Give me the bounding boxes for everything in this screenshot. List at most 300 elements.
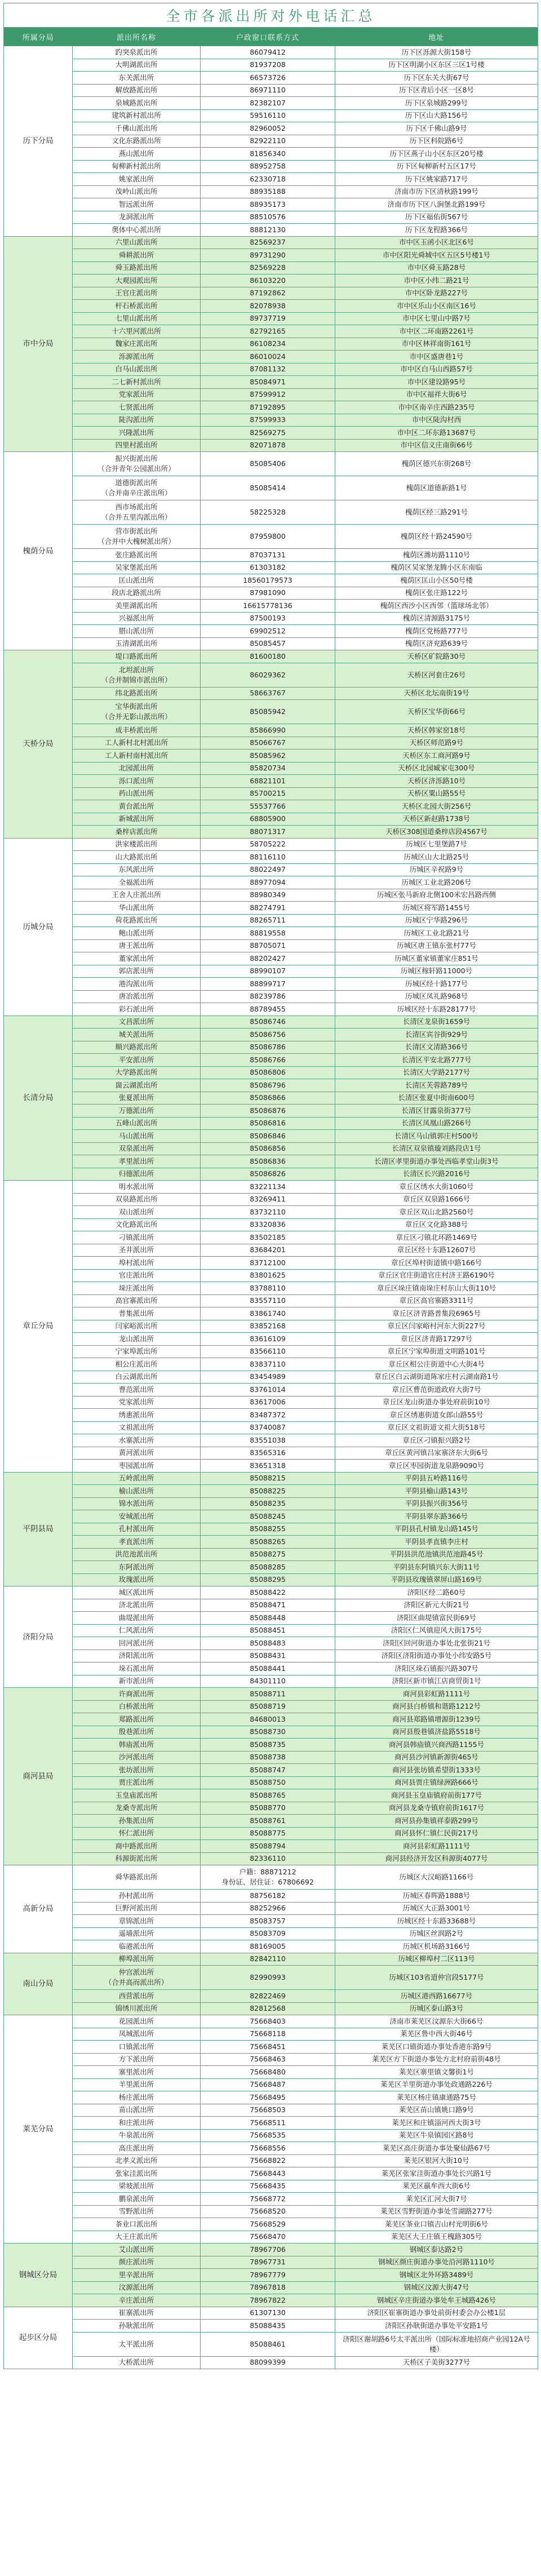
station-name: 绣惠派出所 [118, 1410, 154, 1419]
station-name-cell [73, 787, 201, 800]
address-cell: 历城区大正路3001号 [335, 1902, 538, 1915]
station-name-cell [73, 249, 201, 262]
phone-cell [201, 236, 335, 249]
address-cell: 槐荫区德兴东街268号 [335, 452, 538, 476]
table-row [4, 787, 538, 800]
station-name-cell [73, 198, 201, 211]
station-name-cell [73, 1966, 201, 1990]
table-row [4, 1358, 538, 1371]
phone-cell [201, 965, 335, 978]
phone-number: 87599912 [250, 390, 286, 399]
table-row [4, 2205, 538, 2218]
phone-number: 82078938 [250, 301, 286, 310]
phone-cell [201, 1739, 335, 1752]
phone-number: 85085406 [250, 459, 286, 468]
address-cell: 章丘区刁镇振兴路2号 [335, 1434, 538, 1447]
phone-number: 86010024 [250, 352, 286, 361]
phone-cell [201, 211, 335, 224]
phone-number: 89731290 [250, 250, 286, 259]
phone-number: 85088719 [250, 1702, 286, 1711]
phone-number: 83502185 [250, 1232, 286, 1242]
station-name-cell [73, 261, 201, 274]
phone-number: 88510576 [250, 212, 286, 221]
station-name: 文化东路派出所 [112, 136, 161, 145]
station-name: 王官庄派出所 [115, 289, 158, 298]
station-name-cell [73, 1662, 201, 1675]
address-cell: 历城区董家镇董家庄851号 [335, 952, 538, 965]
table-row [4, 1181, 538, 1194]
address-cell: 章丘区双泉路1666号 [335, 1193, 538, 1206]
phone-cell [201, 1662, 335, 1675]
address-cell: 天桥区师范路9号 [335, 737, 538, 750]
phone-cell [201, 1447, 335, 1460]
table-row [4, 889, 538, 902]
phone-cell [201, 750, 335, 762]
table-row [4, 1739, 538, 1752]
phone-number: 85088448 [250, 1613, 286, 1622]
phone-number: 85086856 [250, 1144, 286, 1153]
phone-cell [201, 1966, 335, 1990]
phone-cell [201, 561, 335, 574]
station-name-cell [73, 775, 201, 788]
phone-cell [201, 1751, 335, 1764]
phone-cell [201, 363, 335, 376]
phone-cell [201, 2041, 335, 2054]
station-name: 建筑新村派出所 [112, 111, 161, 120]
table-row [4, 401, 538, 414]
phone-number: 83732110 [250, 1207, 286, 1216]
phone-number: 83221134 [250, 1182, 286, 1191]
phone-number: 85083709 [250, 1929, 286, 1938]
phone-cell [201, 813, 335, 826]
station-name-cell [73, 2104, 201, 2117]
table-row [4, 1902, 538, 1915]
phone-number: 85086766 [250, 1055, 286, 1064]
table-row [4, 46, 538, 59]
table-row [4, 427, 538, 440]
table-row [4, 700, 538, 724]
table-row [4, 2104, 538, 2117]
station-name: 鲍山派出所 [118, 928, 154, 937]
address-cell: 济南市莱芜区汶源东大街66号 [335, 2015, 538, 2028]
address-cell: 商河县玉皇庙镇府前街177号 [335, 1789, 538, 1802]
address-cell: 市中区二环南路2261号 [335, 325, 538, 338]
address-cell: 历城区机场路3166号 [335, 1940, 538, 1953]
header-bureau: 所属分局 [4, 28, 73, 46]
phone-number: 88977094 [250, 877, 286, 886]
phone-cell [201, 1257, 335, 1270]
phone-cell [201, 1066, 335, 1079]
address-cell: 槐荫区道德新路1号 [335, 476, 538, 500]
station-name-cell [73, 1688, 201, 1701]
phone-number: 75668463 [250, 2055, 286, 2064]
station-name-cell [73, 59, 201, 72]
address-cell: 市中区小纬二路21号 [335, 274, 538, 287]
phone-cell [201, 2281, 335, 2294]
phone-number: 88202427 [250, 954, 286, 963]
phone-number: 83320836 [250, 1220, 286, 1229]
station-name: 韩庙派出所 [118, 1740, 154, 1749]
header-address: 地址 [335, 28, 538, 46]
address-cell: 市中区白马山西路57号 [335, 363, 538, 376]
station-name-cell [73, 1168, 201, 1181]
table-row [4, 376, 538, 389]
address-cell: 莱芜区银河大街10号 [335, 2154, 538, 2167]
station-name-cell [73, 1827, 201, 1840]
address-cell: 天桥区粟山路55号 [335, 787, 538, 800]
phone-cell [201, 625, 335, 638]
station-name-cell [73, 135, 201, 148]
phone-cell [201, 300, 335, 313]
phone-number: 85088255 [250, 1524, 286, 1533]
table-row [4, 2218, 538, 2231]
table-body [4, 46, 538, 2369]
phone-number: 58663767 [250, 689, 286, 698]
phone-number: 75668480 [250, 2067, 286, 2076]
station-name-cell [73, 1142, 201, 1155]
address-cell: 莱芜区汇河大街7号 [335, 2193, 538, 2206]
phone-cell [201, 549, 335, 562]
phone-number: 88071317 [250, 827, 286, 836]
station-name: 羊里派出所 [118, 2080, 154, 2089]
station-name-cell [73, 1434, 201, 1447]
table-row [4, 1726, 538, 1739]
address-cell: 长清区孝里街道办事处西临孝堂山街3号 [335, 1155, 538, 1168]
phone-number: 81600180 [250, 651, 286, 660]
phone-cell [201, 990, 335, 1003]
phone-number: 18560179573 [243, 575, 292, 584]
phone-cell [201, 1460, 335, 1473]
phone-number: 85700215 [250, 789, 286, 798]
station-name: 曹范派出所 [118, 1385, 154, 1394]
table-row [4, 261, 538, 274]
table-row [4, 1231, 538, 1244]
address-cell: 长清区平安北路777号 [335, 1054, 538, 1067]
table-row [4, 274, 538, 287]
address-cell: 历下区龙程路366号 [335, 224, 538, 237]
table-row [4, 1003, 538, 1016]
station-name-cell [73, 1713, 201, 1726]
address-cell: 天桥区新赵路1738号 [335, 813, 538, 826]
address-cell: 莱芜区张家洼街道办事处长兴路1号 [335, 2167, 538, 2180]
police-station-table [3, 3, 538, 2369]
table-row [4, 2041, 538, 2054]
address-cell: 长清区双泉镇璇刘路段店1号 [335, 1142, 538, 1155]
phone-number: 85066767 [250, 738, 286, 747]
station-name: 张夏派出所 [118, 1093, 154, 1102]
phone-cell [201, 1041, 335, 1054]
phone-cell [201, 1421, 335, 1434]
phone-cell [201, 414, 335, 427]
table-row [4, 1953, 538, 1966]
station-name: 沙河派出所 [118, 1753, 154, 1762]
phone-cell [201, 1294, 335, 1307]
table-row [4, 1447, 538, 1460]
station-name-cell [73, 637, 201, 650]
station-name-cell [73, 1536, 201, 1549]
address-cell: 历下区明湖小区东区三区1号楼 [335, 59, 538, 72]
phone-cell [201, 1650, 335, 1662]
phone-cell [201, 376, 335, 389]
station-name: 黄河派出所 [118, 1448, 154, 1457]
table-row [4, 2244, 538, 2256]
address-cell: 莱芜区大王庄镇王槐路305号 [335, 2231, 538, 2244]
station-name-cell [73, 1739, 201, 1752]
phone-cell [201, 427, 335, 440]
phone-number: 83651318 [250, 1461, 286, 1470]
station-name-cell [73, 84, 201, 97]
phone-number: 89737719 [250, 314, 286, 323]
phone-number: 85088770 [250, 1803, 286, 1812]
station-name: 枣园派出所 [118, 1461, 154, 1470]
phone-cell [201, 1320, 335, 1333]
phone-number: 85088483 [250, 1638, 286, 1647]
phone-number: 85086746 [250, 1017, 286, 1026]
address-cell: 历城区103省道仲宫段5177号 [335, 1966, 538, 1990]
station-name-cell [73, 1815, 201, 1828]
phone-cell [201, 650, 335, 663]
station-name-cell [73, 737, 201, 750]
address-cell: 章丘区黄河镇吕家寨济东大街6号 [335, 1447, 538, 1460]
phone-cell [201, 876, 335, 889]
phone-number: 85088735 [250, 1740, 286, 1749]
phone-number: 85088441 [250, 1664, 286, 1673]
station-name: 洪范池派出所 [115, 1550, 158, 1559]
phone-cell [201, 351, 335, 363]
station-name-cell [73, 46, 201, 59]
station-name-cell [73, 1358, 201, 1371]
phone-number: 59516110 [250, 111, 286, 120]
table-row [4, 1371, 538, 1384]
station-name: 泉城路派出所 [115, 98, 158, 107]
station-name: 智远派出所 [118, 199, 154, 209]
station-name-cell [73, 300, 201, 313]
station-name-cell [73, 574, 201, 587]
table-row [4, 2332, 538, 2356]
station-name-cell [73, 2281, 201, 2294]
phone-number: 83616109 [250, 1334, 286, 1343]
phone-number: 62330718 [250, 174, 286, 183]
station-name: 工人新村北村派出所 [104, 738, 168, 747]
phone-cell [201, 1536, 335, 1549]
station-name: 魏家庄派出所 [115, 339, 158, 348]
station-name: 舜玉路派出所 [115, 263, 158, 272]
address-cell: 天桥区北园臧家屯300号 [335, 762, 538, 775]
station-name-cell [73, 1041, 201, 1054]
table-row [4, 1155, 538, 1168]
phone-cell [201, 1902, 335, 1915]
station-name: 双山派出所 [118, 1207, 154, 1216]
phone-cell [201, 160, 335, 173]
phone-number: 88274791 [250, 903, 286, 912]
table-row [4, 549, 538, 562]
phone-cell [201, 1865, 335, 1890]
station-name-cell [73, 2320, 201, 2333]
table-row [4, 135, 538, 148]
table-row [4, 750, 538, 762]
phone-number: 88169005 [250, 1941, 286, 1950]
phone-number: 75668511 [250, 2118, 286, 2127]
table-row [4, 2193, 538, 2206]
station-name: 高庄派出所 [118, 2143, 154, 2152]
table-row [4, 1561, 538, 1574]
address-cell: 莱芜区杨庄镇康通路75号 [335, 2091, 538, 2104]
station-name: 孔村派出所 [118, 1524, 154, 1533]
station-name: 二七新村派出所 [112, 377, 161, 386]
phone-cell [201, 2193, 335, 2206]
phone-cell [201, 1890, 335, 1903]
table-row [4, 236, 538, 249]
station-name: 兴隆派出所 [118, 428, 154, 437]
station-name: 艾山派出所 [118, 2245, 154, 2254]
station-name: 文化路派出所 [115, 1220, 158, 1229]
phone-number: 75668403 [250, 2016, 286, 2025]
phone-number: 78967706 [250, 2245, 286, 2254]
phone-cell [201, 1548, 335, 1561]
address-cell: 济南市历下区清秋路199号 [335, 185, 538, 198]
phone-cell [201, 135, 335, 148]
phone-number: 75668451 [250, 2042, 286, 2051]
bureau-cell: 天桥分局 [4, 650, 73, 839]
station-name-cell [73, 750, 201, 762]
phone-number: 85088775 [250, 1829, 286, 1838]
table-row [4, 1624, 538, 1637]
table-row [4, 1028, 538, 1041]
station-name: 孙耿派出所 [118, 2321, 154, 2330]
table-row [4, 2053, 538, 2066]
phone-number: 83801625 [250, 1271, 286, 1280]
station-name-cell [73, 1523, 201, 1536]
table-row [4, 1802, 538, 1815]
phone-number: 83551038 [250, 1435, 286, 1444]
table-row [4, 2356, 538, 2369]
station-name-cell [73, 414, 201, 427]
table-row [4, 287, 538, 300]
phone-number: 85084971 [250, 377, 286, 386]
phone-number: 78967822 [250, 2295, 286, 2304]
address-cell: 历下区科院路6号 [335, 135, 538, 148]
phone-number: 78967818 [250, 2283, 286, 2292]
station-name: 孝里派出所 [118, 1156, 154, 1165]
station-name: 龙桑寺派出所 [115, 1803, 158, 1812]
table-row [4, 1815, 538, 1828]
station-name-cell [73, 1485, 201, 1498]
station-name-cell [73, 663, 201, 687]
bureau-cell: 济阳分局 [4, 1586, 73, 1688]
phone-cell [201, 927, 335, 940]
bureau-cell: 章丘分局 [4, 1181, 73, 1473]
station-name-cell [73, 1409, 201, 1422]
phone-number: 84680013 [250, 1714, 286, 1723]
address-cell: 济阳区回河街道办事处北张街21号 [335, 1637, 538, 1650]
table-row [4, 2167, 538, 2180]
station-name: 高官寨派出所 [115, 1296, 158, 1305]
table-row [4, 2281, 538, 2294]
phone-cell [201, 1776, 335, 1789]
table-row [4, 574, 538, 587]
station-name-cell [73, 500, 201, 525]
phone-number: 88899717 [250, 979, 286, 988]
phone-cell [201, 1510, 335, 1523]
station-name-cell [73, 1902, 201, 1915]
station-name: 五峰山派出所 [115, 1119, 158, 1128]
phone-cell [201, 1142, 335, 1155]
phone-cell [201, 2269, 335, 2282]
address-cell: 商河县沙河镇新源街465号 [335, 1751, 538, 1764]
table-row [4, 185, 538, 198]
table-row [4, 1865, 538, 1890]
table-row [4, 952, 538, 965]
station-name-cell [73, 1599, 201, 1612]
address-cell: 章丘区宁家埠街道文明路101号 [335, 1345, 538, 1358]
phone-cell [201, 525, 335, 549]
station-name-cell [73, 1193, 201, 1206]
phone-number: 82960052 [250, 123, 286, 132]
table-row [4, 902, 538, 915]
table-row [4, 148, 538, 161]
table-row [4, 1915, 538, 1928]
table-row [4, 2015, 538, 2028]
station-name-cell [73, 1333, 201, 1346]
address-cell: 章丘区济青路17297号 [335, 1333, 538, 1346]
phone-number: 85088761 [250, 1816, 286, 1825]
address-cell: 平阴县翠东路366号 [335, 1510, 538, 1523]
station-name-cell [73, 1117, 201, 1130]
phone-cell [201, 84, 335, 97]
station-name: 孝直派出所 [118, 1537, 154, 1546]
table-row [4, 1700, 538, 1713]
address-cell: 莱芜区鲁中西大街46号 [335, 2028, 538, 2041]
station-name: 苗山派出所 [118, 2105, 154, 2114]
station-name: 北孝义派出所 [115, 2156, 158, 2165]
phone-cell [201, 287, 335, 300]
phone-number: 85086796 [250, 1080, 286, 1089]
table-row [4, 1675, 538, 1688]
address-cell: 槐荫区经三路291号 [335, 500, 538, 525]
phone-number: 68821101 [250, 776, 286, 785]
table-row [4, 927, 538, 940]
phone-number: 85083757 [250, 1916, 286, 1925]
phone-number: 75668520 [250, 2207, 286, 2216]
phone-cell [201, 600, 335, 613]
station-name: 回河派出所 [118, 1638, 154, 1647]
table-row [4, 876, 538, 889]
station-name: 工人新村南村派出所 [104, 751, 168, 760]
station-name: 崮云湖派出所 [115, 1080, 158, 1089]
address-cell: 历城区张马新府北侧100米宏昌路西侧 [335, 889, 538, 902]
phone-number: 68805900 [250, 814, 286, 823]
station-name-cell [73, 1561, 201, 1574]
station-name: 鹏泉派出所 [118, 2194, 154, 2203]
address-cell: 槐荫区吴家堡龙腾小区东南临 [335, 561, 538, 574]
station-name-cell [73, 1510, 201, 1523]
station-name: 东关派出所 [118, 73, 154, 82]
table-row [4, 439, 538, 452]
phone-cell [201, 2244, 335, 2256]
station-name-cell [73, 2078, 201, 2091]
table-row [4, 84, 538, 97]
phone-number: 86103220 [250, 276, 286, 285]
station-name-cell [73, 1802, 201, 1815]
bureau-cell: 莱芜分局 [4, 2015, 73, 2244]
address-cell: 市中区信义庄南街66号 [335, 439, 538, 452]
table-row [4, 637, 538, 650]
address-cell: 商河县韩庙镇兴商西路1155号 [335, 1739, 538, 1752]
station-name-cell [73, 1345, 201, 1358]
address-cell: 济阳区曲堤镇富民街69号 [335, 1612, 538, 1625]
station-name-cell [73, 1206, 201, 1219]
station-name: 城关派出所 [118, 1030, 154, 1039]
